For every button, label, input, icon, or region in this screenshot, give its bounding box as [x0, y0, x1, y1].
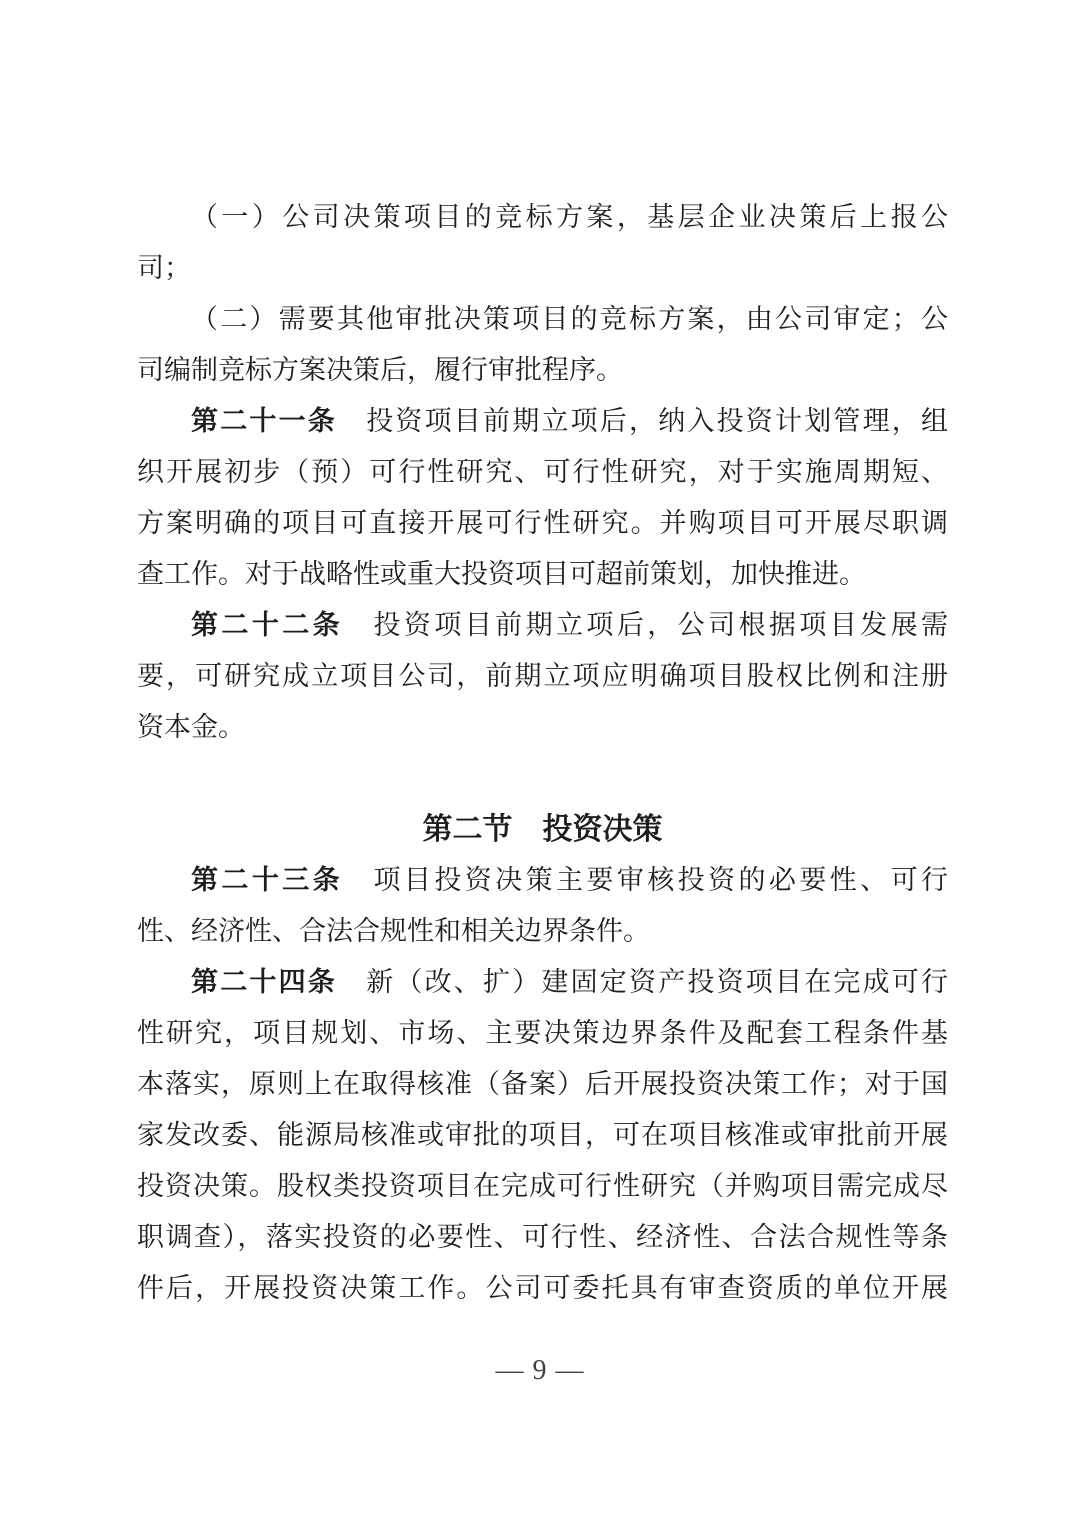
page-footer — [0, 1345, 1080, 1396]
article-number: 第二十二条 — [191, 610, 344, 640]
text-line: 司； — [137, 253, 191, 283]
paragraph — [137, 294, 948, 396]
text-line: 查工作。对于战略性或重大投资项目可超前策划，加快推进。 — [137, 559, 866, 589]
text-line: 第二十三条 项目投资决策主要审核投资的必要性、可行 — [191, 865, 948, 895]
section-heading: 第二节 投资决策 — [422, 813, 663, 846]
paragraph — [137, 192, 948, 294]
text-line: 性研究，项目规划、市场、主要决策边界条件及配套工程条件基 — [137, 1018, 948, 1048]
paragraph — [137, 600, 948, 753]
text-line: 第二十四条 新（改、扩）建固定资产投资项目在完成可行 — [191, 967, 948, 997]
text-line: 职调查），落实投资的必要性、可行性、经济性、合法合规性等条 — [137, 1222, 948, 1252]
article-number: 第二十三条 — [191, 865, 344, 895]
text-line: 本落实，原则上在取得核准（备案）后开展投资决策工作；对于国 — [137, 1069, 948, 1099]
text-line: （二）需要其他审批决策项目的竞标方案，由公司审定；公 — [191, 304, 948, 334]
article-number: 第二十四条 — [191, 967, 337, 997]
text-line: 第二十二条 投资项目前期立项后，公司根据项目发展需 — [191, 610, 948, 640]
paragraph — [137, 855, 948, 957]
text-line: 件后，开展投资决策工作。公司可委托具有审查资质的单位开展 — [137, 1273, 948, 1303]
text-line: 织开展初步（预）可行性研究、可行性研究，对于实施周期短、 — [137, 457, 948, 487]
text-line: 资本金。 — [137, 712, 245, 742]
text-line: （一）公司决策项目的竞标方案，基层企业决策后上报公 — [191, 202, 948, 232]
text-line: 要，可研究成立项目公司，前期立项应明确项目股权比例和注册 — [137, 661, 948, 691]
paragraph — [137, 396, 948, 600]
text-line: 投资决策。股权类投资项目在完成可行性研究（并购项目需完成尽 — [137, 1171, 948, 1201]
text-line: 第二十一条 投资项目前期立项后，纳入投资计划管理，组 — [191, 406, 948, 436]
article-number: 第二十一条 — [191, 406, 337, 436]
page-number: — 9 — — [495, 1355, 585, 1386]
paragraph — [137, 957, 948, 1314]
text-line: 家发改委、能源局核准或审批的项目，可在项目核准或审批前开展 — [137, 1120, 948, 1150]
text-line: 性、经济性、合法合规性和相关边界条件。 — [137, 916, 650, 946]
text-line: 方案明确的项目可直接开展可行性研究。并购项目可开展尽职调 — [137, 508, 948, 538]
text-line: 司编制竞标方案决策后，履行审批程序。 — [137, 355, 623, 385]
